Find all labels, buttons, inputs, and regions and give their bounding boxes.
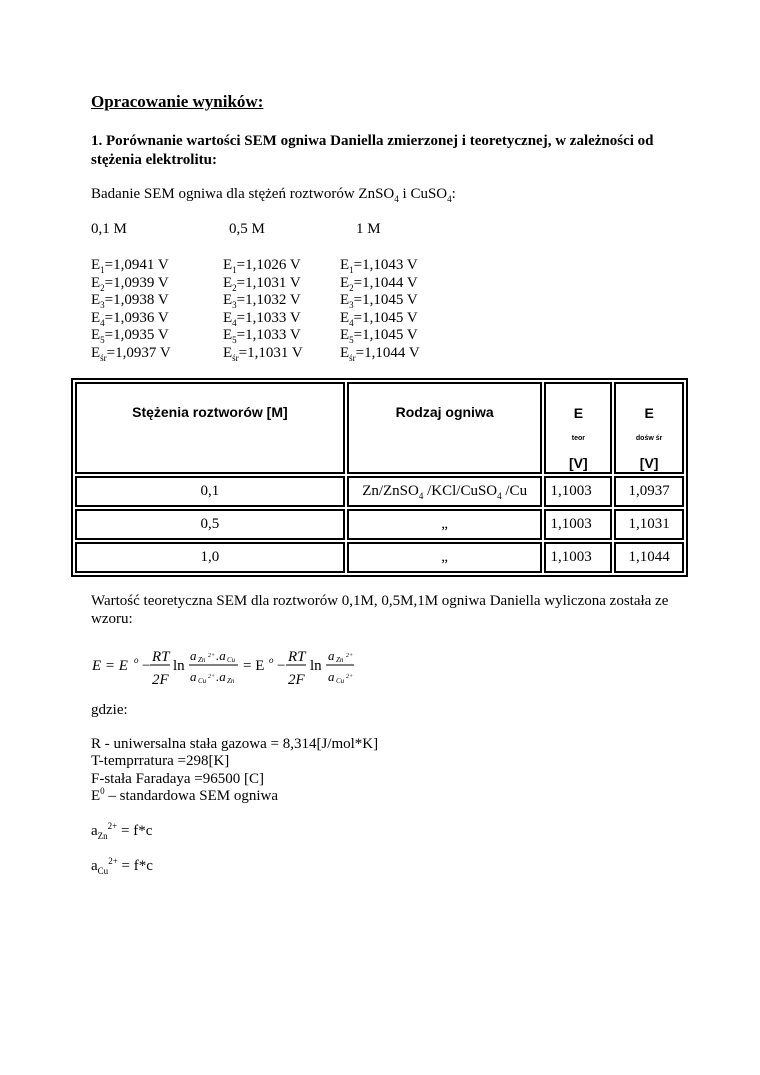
table-row bbox=[75, 542, 684, 573]
svg-text:Zn: Zn bbox=[336, 656, 344, 664]
definition-e0: $E^0$ – standardowa SEM ogniwa bbox=[91, 786, 278, 804]
row-e-dosw: 1,1031 bbox=[614, 509, 684, 540]
table-header-row bbox=[75, 382, 684, 474]
svg-text:a: a bbox=[328, 648, 335, 663]
measurements-col-2 bbox=[223, 257, 303, 363]
activity-cu: $a_{Cu}^{2+} = f*c$ bbox=[91, 856, 153, 876]
measurement-value: $E_2=1,1044$ V bbox=[340, 274, 418, 293]
svg-text:2+: 2+ bbox=[208, 674, 216, 680]
definition-t: T-temprratura =298[K] bbox=[91, 753, 230, 769]
results-table bbox=[71, 378, 688, 577]
svg-text:E = E: E = E bbox=[92, 658, 128, 674]
table-row bbox=[75, 476, 684, 507]
svg-text:= E: = E bbox=[243, 658, 265, 674]
svg-text:2+: 2+ bbox=[208, 653, 216, 659]
svg-text:Zn: Zn bbox=[227, 677, 235, 685]
svg-text:o: o bbox=[134, 655, 139, 665]
header-concentration: Stężenia roztworów [M] bbox=[75, 382, 345, 474]
row-e-teor: 1,1003 bbox=[544, 542, 612, 573]
row-concentration: 1,0 bbox=[75, 542, 345, 573]
definition-f: F-stała Faradaya =96500 [C] bbox=[91, 771, 264, 787]
row-e-dosw: 1,1044 bbox=[614, 542, 684, 573]
nernst-equation bbox=[90, 645, 390, 693]
svg-text:RT: RT bbox=[288, 649, 306, 665]
measurements-col-3 bbox=[340, 257, 420, 363]
measurement-value: $E_3=1,0938$ V bbox=[91, 292, 169, 311]
measurement-value: $E_{śr}=1,1031$ V bbox=[223, 344, 303, 363]
svg-text:Cu: Cu bbox=[198, 677, 207, 685]
svg-text:ln: ln bbox=[173, 658, 185, 674]
row-cell-type: Zn/ZnSO$_4$ /KCl/CuSO$_4$ /Cu bbox=[347, 476, 543, 507]
svg-text:−: − bbox=[277, 658, 286, 674]
measurement-value: $E_5=1,1045$ V bbox=[340, 327, 418, 346]
measurement-value: $E_5=1,1033$ V bbox=[223, 327, 301, 346]
row-e-dosw: 1,0937 bbox=[614, 476, 684, 507]
svg-text:Cu: Cu bbox=[227, 656, 236, 664]
svg-text:o: o bbox=[269, 655, 274, 665]
measurement-value: $E_{śr}=1,0937$ V bbox=[91, 344, 171, 363]
svg-text:2+: 2+ bbox=[346, 674, 354, 680]
svg-text:−: − bbox=[142, 658, 151, 674]
measurement-value: $E_4=1,1033$ V bbox=[223, 309, 301, 328]
measurement-value: $E_4=1,1045$ V bbox=[340, 309, 418, 328]
measurement-value: $E_5=1,0935$ V bbox=[91, 327, 169, 346]
row-e-teor: 1,1003 bbox=[544, 476, 612, 507]
svg-text:a: a bbox=[190, 648, 197, 663]
measurements-col-1 bbox=[91, 257, 171, 363]
table-row bbox=[75, 509, 684, 540]
row-concentration: 0,1 bbox=[75, 476, 345, 507]
measurement-value: $E_2=1,1031$ V bbox=[223, 274, 301, 293]
header-e-teor: E $_{teor}$ [V] bbox=[544, 382, 612, 474]
theory-text: Wartość teoretyczna SEM dla roztworów 0,1M, 0,5M,1M ogniwa Daniella wyliczona została ze wzoru: bbox=[91, 593, 669, 627]
page-heading: Opracowanie wyników: bbox=[91, 92, 264, 111]
row-cell-type: „ bbox=[347, 542, 543, 573]
measurement-value: $E_2=1,0939$ V bbox=[91, 274, 169, 293]
concentration-label-1: 0,1 M bbox=[91, 221, 127, 237]
header-e-dosw: E $_{dośw śr}$ [V] bbox=[614, 382, 684, 474]
definition-r: R - uniwersalna stała gazowa = 8,314[J/mol*K] bbox=[91, 736, 379, 752]
row-e-teor: 1,1003 bbox=[544, 509, 612, 540]
row-concentration: 0,5 bbox=[75, 509, 345, 540]
measurement-value: $E_3=1,1032$ V bbox=[223, 292, 301, 311]
measurement-value: $E_{śr}=1,1044$ V bbox=[340, 344, 420, 363]
concentration-label-2: 0,5 M bbox=[229, 221, 265, 237]
svg-text:ln: ln bbox=[310, 658, 322, 674]
svg-text:a: a bbox=[328, 669, 335, 684]
svg-text:a: a bbox=[190, 669, 197, 684]
section-question: 1. Porównanie wartości SEM ogniwa Daniella zmierzonej i teoretycznej, w zależności od stężenia elektrolitu: bbox=[91, 133, 654, 168]
measurement-value: $E_4=1,0936$ V bbox=[91, 309, 169, 328]
where-label: gdzie: bbox=[91, 702, 128, 718]
intro-text: Badanie SEM ogniwa dla stężeń roztworów ZnSO$_4$ i CuSO$_4$: bbox=[91, 186, 456, 204]
svg-text:2F: 2F bbox=[288, 672, 305, 688]
svg-text:2F: 2F bbox=[152, 672, 169, 688]
measurement-value: $E_1=1,1026$ V bbox=[223, 257, 301, 275]
header-cell-type: Rodzaj ogniwa bbox=[347, 382, 543, 474]
svg-text:.a: .a bbox=[216, 648, 226, 663]
measurement-value: $E_3=1,1045$ V bbox=[340, 292, 418, 311]
measurement-value: $E_1=1,0941$ V bbox=[91, 257, 169, 275]
svg-text:.a: .a bbox=[216, 669, 226, 684]
svg-text:Zn: Zn bbox=[198, 656, 206, 664]
row-cell-type: „ bbox=[347, 509, 543, 540]
svg-text:2+: 2+ bbox=[346, 653, 354, 659]
activity-zn: $a_{Zn}^{2+} = f*c$ bbox=[91, 821, 153, 841]
measurement-value: $E_1=1,1043$ V bbox=[340, 257, 418, 275]
concentration-label-3: 1 M bbox=[356, 221, 381, 237]
svg-text:RT: RT bbox=[152, 649, 170, 665]
svg-text:Cu: Cu bbox=[336, 677, 345, 685]
